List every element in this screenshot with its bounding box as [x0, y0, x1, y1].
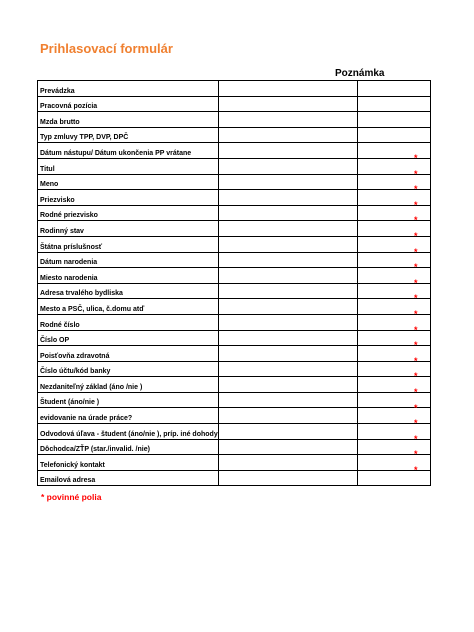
- registration-form-table: [37, 80, 431, 486]
- required-star: *: [414, 387, 418, 397]
- field-note-cell[interactable]: [357, 158, 430, 174]
- form-row: [38, 127, 431, 143]
- required-star: *: [414, 371, 418, 382]
- field-note-cell[interactable]: [357, 268, 430, 284]
- form-row: [38, 96, 431, 112]
- field-label: Číslo OP: [38, 330, 219, 346]
- field-value-cell[interactable]: [218, 392, 357, 408]
- field-label: Rodné priezvisko: [38, 205, 219, 221]
- form-row: [38, 158, 431, 174]
- form-row: [38, 361, 431, 377]
- field-note-cell[interactable]: [357, 81, 430, 97]
- field-note-cell[interactable]: [357, 455, 430, 471]
- field-label: evidovanie na úrade práce?: [38, 408, 219, 424]
- form-row: [38, 439, 431, 455]
- field-note-cell[interactable]: [357, 190, 430, 206]
- form-row: [38, 408, 431, 424]
- required-star: *: [414, 309, 418, 319]
- field-value-cell[interactable]: [218, 221, 357, 237]
- field-note-cell[interactable]: [357, 392, 430, 408]
- required-star: *: [414, 262, 418, 273]
- required-star: *: [414, 293, 418, 304]
- form-row: [38, 236, 431, 252]
- field-value-cell[interactable]: [218, 330, 357, 346]
- field-value-cell[interactable]: [218, 112, 357, 128]
- note-column-header: Poznámka: [335, 68, 385, 79]
- required-star: *: [414, 433, 418, 444]
- field-note-cell[interactable]: [357, 299, 430, 315]
- field-value-cell[interactable]: [218, 205, 357, 221]
- field-note-cell[interactable]: [357, 143, 430, 159]
- field-note-cell[interactable]: [357, 408, 430, 424]
- required-star: *: [414, 231, 418, 241]
- form-row: [38, 424, 431, 440]
- field-value-cell[interactable]: [218, 361, 357, 377]
- required-fields-note: * povinné polia: [41, 492, 102, 502]
- field-value-cell[interactable]: [218, 439, 357, 455]
- field-value-cell[interactable]: [218, 127, 357, 143]
- required-star: *: [414, 355, 418, 366]
- field-note-cell[interactable]: [357, 377, 430, 393]
- required-star: *: [414, 465, 418, 475]
- field-note-cell[interactable]: [357, 96, 430, 112]
- field-value-cell[interactable]: [218, 424, 357, 440]
- field-label: Nezdaniteľný základ (áno /nie ): [38, 377, 219, 393]
- required-star: *: [414, 324, 418, 335]
- field-value-cell[interactable]: [218, 190, 357, 206]
- required-star: *: [414, 168, 418, 179]
- field-value-cell[interactable]: [218, 252, 357, 268]
- field-note-cell[interactable]: [357, 205, 430, 221]
- field-value-cell[interactable]: [218, 283, 357, 299]
- field-value-cell[interactable]: [218, 314, 357, 330]
- field-label: Telefonický kontakt: [38, 455, 219, 471]
- field-value-cell[interactable]: [218, 81, 357, 97]
- form-row: [38, 221, 431, 237]
- field-label: Štátna príslušnosť: [38, 236, 219, 252]
- field-value-cell[interactable]: [218, 299, 357, 315]
- field-note-cell[interactable]: [357, 127, 430, 143]
- field-value-cell[interactable]: [218, 268, 357, 284]
- field-label: Dôchodca/ZŤP (star./invalid. /nie): [38, 439, 219, 455]
- field-label: Meno: [38, 174, 219, 190]
- field-label: Odvodová úľava - študent (áno/nie ), príp. iné dohody: [38, 424, 219, 440]
- field-label: Mesto a PSČ, ulica, č.domu atď: [38, 299, 219, 315]
- field-label: Priezvisko: [38, 190, 219, 206]
- field-label: Rodné číslo: [38, 314, 219, 330]
- form-row: [38, 205, 431, 221]
- field-note-cell[interactable]: [357, 439, 430, 455]
- field-note-cell[interactable]: [357, 221, 430, 237]
- field-label: Miesto narodenia: [38, 268, 219, 284]
- required-star: *: [414, 184, 418, 195]
- form-row: [38, 330, 431, 346]
- required-star: *: [414, 246, 418, 257]
- field-value-cell[interactable]: [218, 96, 357, 112]
- form-row: [38, 346, 431, 362]
- field-note-cell[interactable]: [357, 174, 430, 190]
- field-label: Dátum narodenia: [38, 252, 219, 268]
- field-note-cell[interactable]: [357, 252, 430, 268]
- form-row: [38, 392, 431, 408]
- field-value-cell[interactable]: [218, 174, 357, 190]
- field-label: Číslo účtu/kód banky: [38, 361, 219, 377]
- field-note-cell[interactable]: [357, 314, 430, 330]
- field-label: Rodinný stav: [38, 221, 219, 237]
- required-star: *: [414, 402, 418, 413]
- form-row: [38, 455, 431, 471]
- required-star: *: [414, 340, 418, 351]
- required-star: *: [414, 199, 418, 210]
- form-row: [38, 377, 431, 393]
- field-label: Adresa trvalého bydliska: [38, 283, 219, 299]
- required-star: *: [414, 418, 418, 429]
- field-value-cell[interactable]: [218, 346, 357, 362]
- form-title: Prihlasovací formulár: [40, 41, 173, 56]
- required-star: *: [414, 153, 418, 163]
- required-star: *: [414, 215, 418, 226]
- form-row: [38, 252, 431, 268]
- form-row: [38, 283, 431, 299]
- field-note-cell[interactable]: [357, 330, 430, 346]
- field-label: Prevádzka: [38, 81, 219, 97]
- field-note-cell[interactable]: [357, 361, 430, 377]
- form-row: [38, 112, 431, 128]
- form-row: [38, 470, 431, 486]
- field-value-cell[interactable]: [218, 143, 357, 159]
- required-star: *: [414, 277, 418, 288]
- field-note-cell[interactable]: [357, 424, 430, 440]
- field-label: Emailová adresa: [38, 470, 219, 486]
- field-value-cell[interactable]: [218, 470, 357, 486]
- form-row: [38, 268, 431, 284]
- field-label: Poisťovňa zdravotná: [38, 346, 219, 362]
- field-note-cell[interactable]: [357, 236, 430, 252]
- form-row: [38, 81, 431, 97]
- field-value-cell[interactable]: [218, 455, 357, 471]
- field-note-cell[interactable]: [357, 346, 430, 362]
- required-star: *: [414, 449, 418, 460]
- field-label: Titul: [38, 158, 219, 174]
- form-row: [38, 190, 431, 206]
- field-value-cell[interactable]: [218, 377, 357, 393]
- field-note-cell[interactable]: [357, 283, 430, 299]
- form-row: [38, 143, 431, 159]
- field-note-cell[interactable]: [357, 112, 430, 128]
- field-value-cell[interactable]: [218, 158, 357, 174]
- field-note-cell[interactable]: [357, 470, 430, 486]
- field-label: Dátum nástupu/ Dátum ukončenia PP vrátane: [38, 143, 219, 159]
- field-label: Pracovná pozícia: [38, 96, 219, 112]
- form-row: [38, 299, 431, 315]
- field-value-cell[interactable]: [218, 408, 357, 424]
- field-label: Typ zmluvy TPP, DVP, DPČ: [38, 127, 219, 143]
- form-row: [38, 174, 431, 190]
- field-value-cell[interactable]: [218, 236, 357, 252]
- field-label: Študent (áno/nie ): [38, 392, 219, 408]
- form-row: [38, 314, 431, 330]
- field-label: Mzda brutto: [38, 112, 219, 128]
